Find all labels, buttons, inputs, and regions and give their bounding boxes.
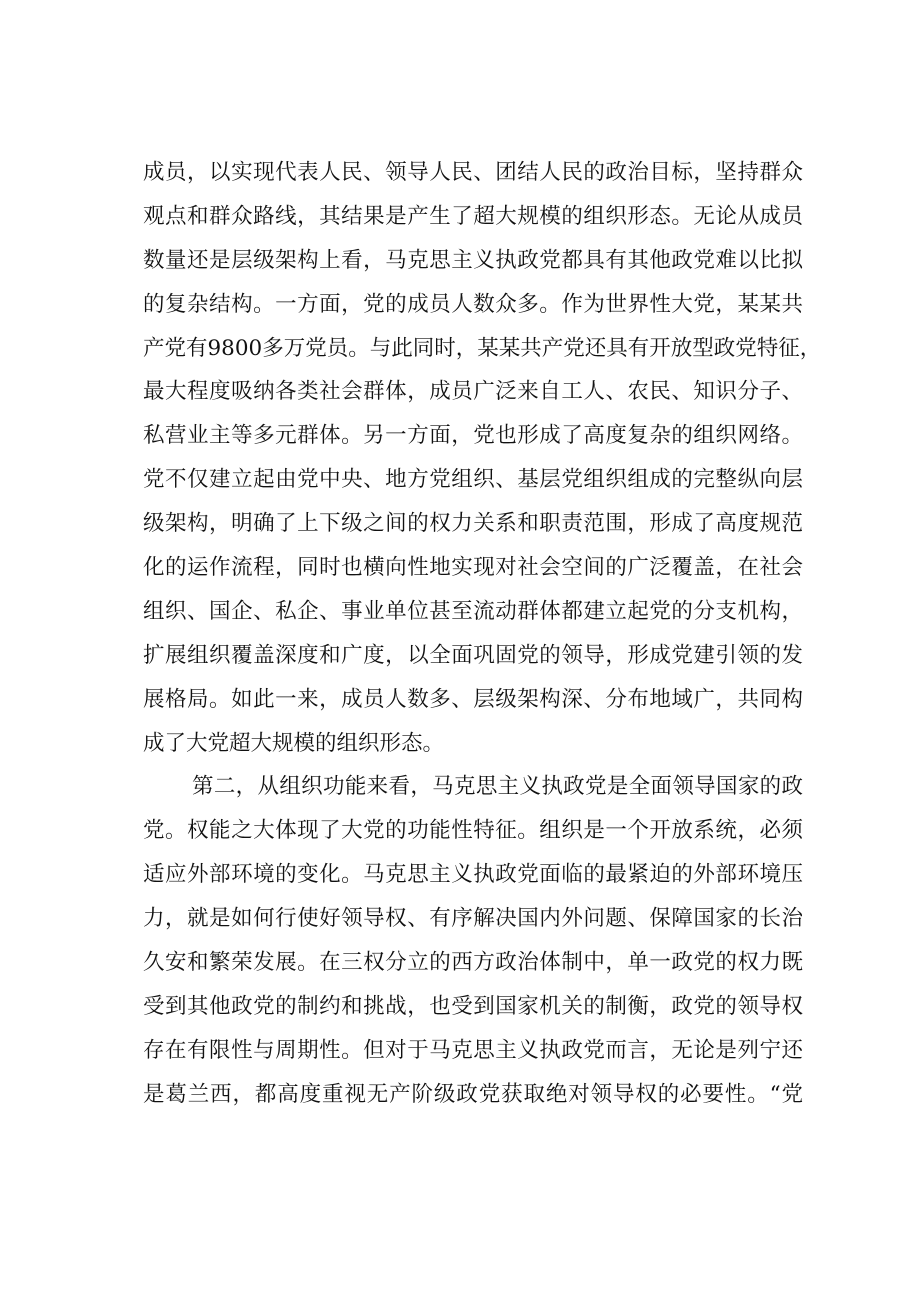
paragraph-2 bbox=[143, 765, 803, 1116]
text-line: 第二，从组织功能来看，马克思主义执政党是全面领导国家的政 bbox=[192, 774, 803, 800]
text-line: 受到其他政党的制约和挑战，也受到国家机关的制衡，政党的领导权 bbox=[143, 993, 803, 1019]
text-line: 扩展组织覆盖深度和广度，以全面巩固党的领导，形成党建引领的发 bbox=[143, 642, 803, 668]
text-line: 存在有限性与周期性。但对于马克思主义执政党而言，无论是列宁还 bbox=[143, 1037, 803, 1063]
text-line: 适应外部环境的变化。马克思主义执政党面临的最紧迫的外部环境压 bbox=[143, 862, 803, 888]
text-line: 数量还是层级架构上看，马克思主义执政党都具有其他政党难以比拟 bbox=[143, 247, 803, 273]
text-line: 是葛兰西，都高度重视无产阶级政党获取绝对领导权的必要性。“党 bbox=[143, 1081, 803, 1107]
text-line: 力，就是如何行使好领导权、有序解决国内外问题、保障国家的长治 bbox=[143, 906, 803, 932]
text-line: 党。权能之大体现了大党的功能性特征。组织是一个开放系统，必须 bbox=[143, 818, 803, 844]
text-line: 最大程度吸纳各类社会群体，成员广泛来自工人、农民、知识分子、 bbox=[143, 379, 803, 405]
text-line: 久安和繁荣发展。在三权分立的西方政治体制中，单一政党的权力既 bbox=[143, 950, 803, 976]
text-line: 级架构，明确了上下级之间的权力关系和职责范围，形成了高度规范 bbox=[143, 511, 803, 537]
text-line: 的复杂结构。一方面，党的成员人数众多。作为世界性大党，某某共 bbox=[143, 291, 803, 317]
text-line: 组织、国企、私企、事业单位甚至流动群体都建立起党的分支机构， bbox=[143, 598, 803, 624]
text-line: 成了大党超大规模的组织形态。 bbox=[143, 730, 445, 756]
text-line: 展格局。如此一来，成员人数多、层级架构深、分布地域广，共同构 bbox=[143, 686, 803, 712]
text-line: 成员，以实现代表人民、领导人民、团结人民的政治目标，坚持群众 bbox=[143, 160, 803, 185]
text-line: 化的运作流程，同时也横向性地实现对社会空间的广泛覆盖，在社会 bbox=[143, 555, 803, 581]
paragraph-1 bbox=[143, 151, 822, 765]
text-line: 观点和群众路线，其结果是产生了超大规模的组织形态。无论从成员 bbox=[143, 203, 803, 229]
body-text bbox=[143, 151, 822, 1117]
text-line: 私营业主等多元群体。另一方面，党也形成了高度复杂的组织网络。 bbox=[143, 423, 803, 449]
text-line: 产党有9800多万党员。与此同时，某某共产党还具有开放型政党特征， bbox=[143, 335, 822, 361]
text-line: 党不仅建立起由党中央、地方党组织、基层党组织组成的完整纵向层 bbox=[143, 467, 803, 493]
